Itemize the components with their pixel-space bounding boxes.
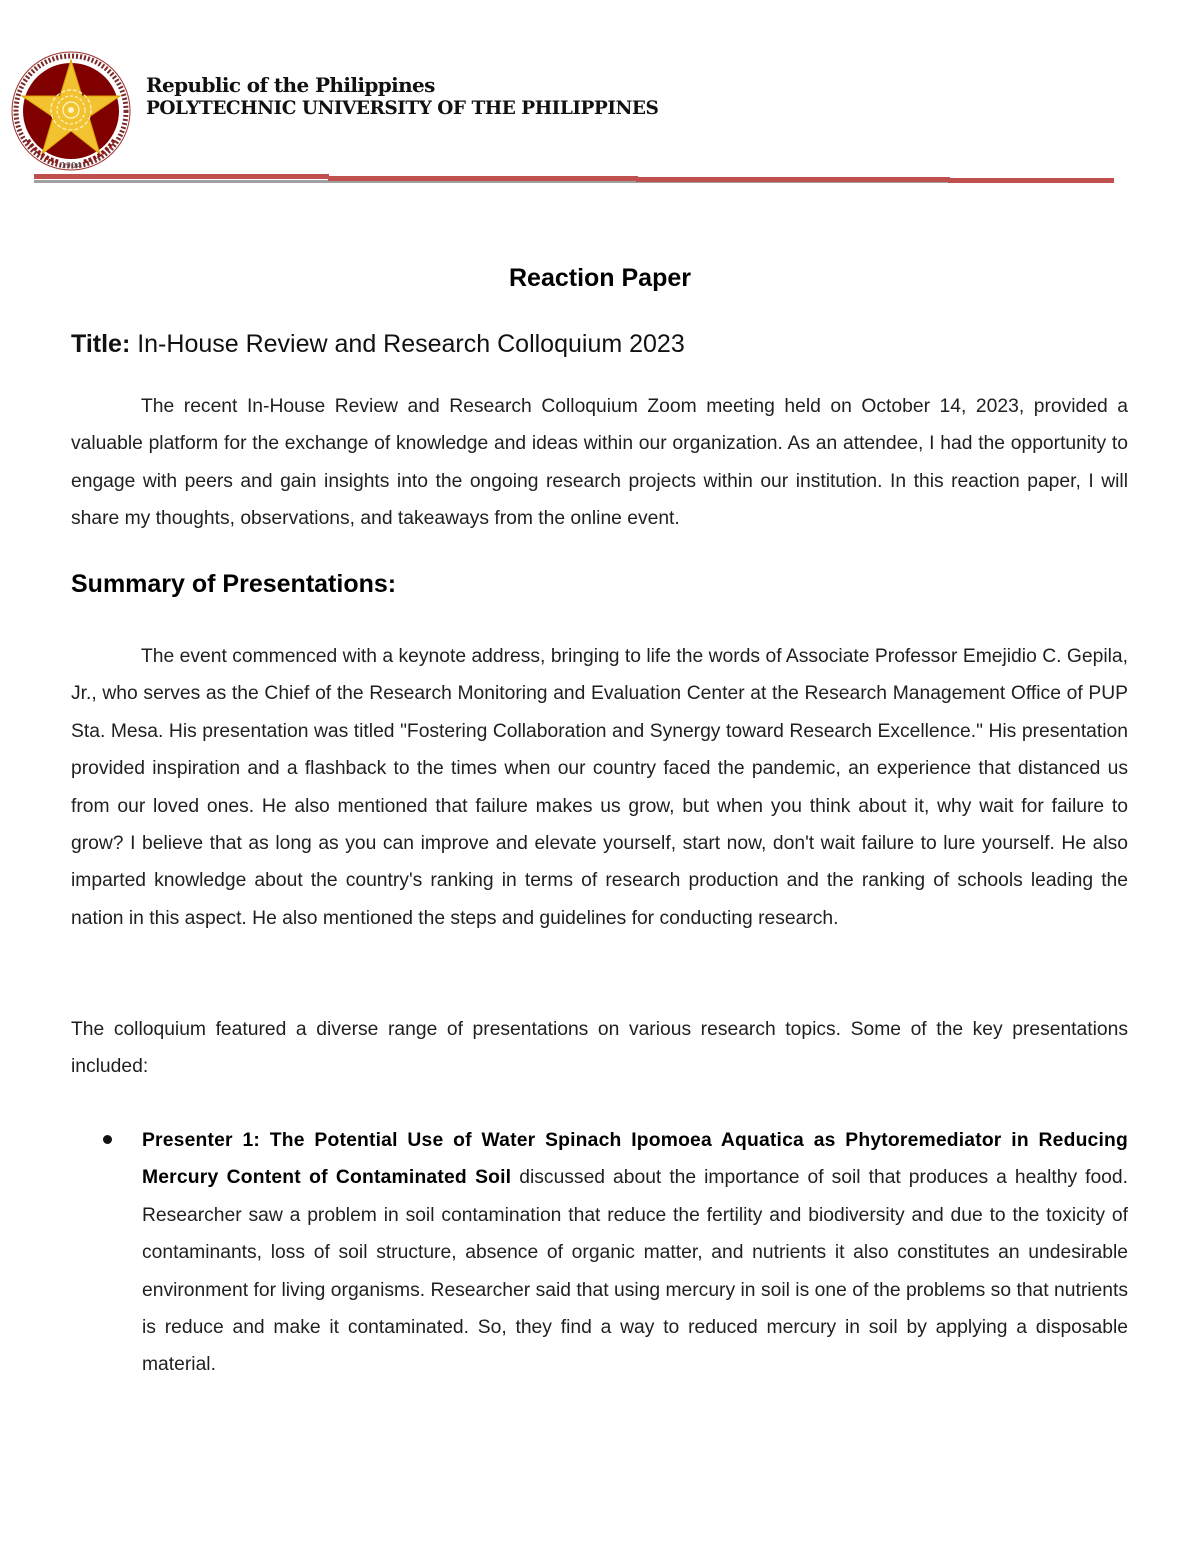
pup-seal-icon <box>10 50 132 172</box>
header-rule <box>636 177 950 182</box>
svg-text:1904: 1904 <box>60 161 82 170</box>
colloquium-intro-paragraph: The colloquium featured a diverse range of presentations on various research topics. Some of the key presentations included: <box>71 1019 1128 1078</box>
header-rule <box>948 178 1114 183</box>
letterhead <box>0 0 1200 200</box>
title-value: In-House Review and Research Colloquium 2023 <box>130 330 685 358</box>
country-line: Republic of the Philippines <box>146 73 435 97</box>
bullet-icon <box>103 1135 112 1144</box>
document-heading: Reaction Paper <box>508 264 691 292</box>
title-label: Title: <box>71 330 131 358</box>
intro-paragraph: The recent In-House Review and Research Colloquium Zoom meeting held on October 14, 2023, provided a valuable platform for the exchange of knowledge and ideas within our organization. As an attendee, I had the opportunity to engage with peers and gain insights into the ongoing research projects within our institution. In this reaction paper, I will share my thoughts, observations, and takeaways from the online event. <box>71 396 1128 530</box>
header-rule <box>34 174 329 179</box>
presenter-list-item <box>142 1122 1128 1384</box>
summary-heading: Summary of Presentations: <box>71 570 397 598</box>
university-name: POLYTECHNIC UNIVERSITY OF THE PHILIPPINES <box>146 98 659 119</box>
keynote-paragraph: The event commenced with a keynote address, bringing to life the words of Associate Professor Emejidio C. Gepila, Jr., who serves as the Chief of the Research Monitoring and Evaluation Center at the Research Management Office of PUP Sta. Mesa. His presentation was titled "Fostering Collaboration and Synergy toward Research Excellence." His presentation provided inspiration and a flashback to the times when our country faced the pandemic, an experience that distanced us from our loved ones. He also mentioned that failure makes us grow, but when you think about it, why wait for failure to grow? I believe that as long as you can improve and elevate yourself, start now, don't wait failure to lure yourself. He also imparted knowledge about the country's ranking in terms of research production and the ranking of schools leading the nation in this aspect. He also mentioned the steps and guidelines for conducting research. <box>71 646 1128 929</box>
header-rule <box>328 176 638 181</box>
presenter-body: discussed about the importance of soil that produces a healthy food. Researcher saw a problem in soil contamination that reduce the fertility and biodiversity and due to the toxicity of contaminants, loss of soil structure, absence of organic matter, and nutrients it also constitutes an undesirable environment for living organisms. Researcher said that using mercury in soil is one of the problems so that nutrients is reduce and make it contaminated. So, they find a way to reduced mercury in soil by applying a disposable material. <box>142 1167 1128 1376</box>
document-title <box>71 330 685 359</box>
presenter-title: Presenter 1: The Potential Use of Water Spinach Ipomoea Aquatica as Phytoremediator in Reducing Mercury Content of Contaminated Soil <box>142 1130 1128 1189</box>
letterhead-text <box>146 72 658 120</box>
